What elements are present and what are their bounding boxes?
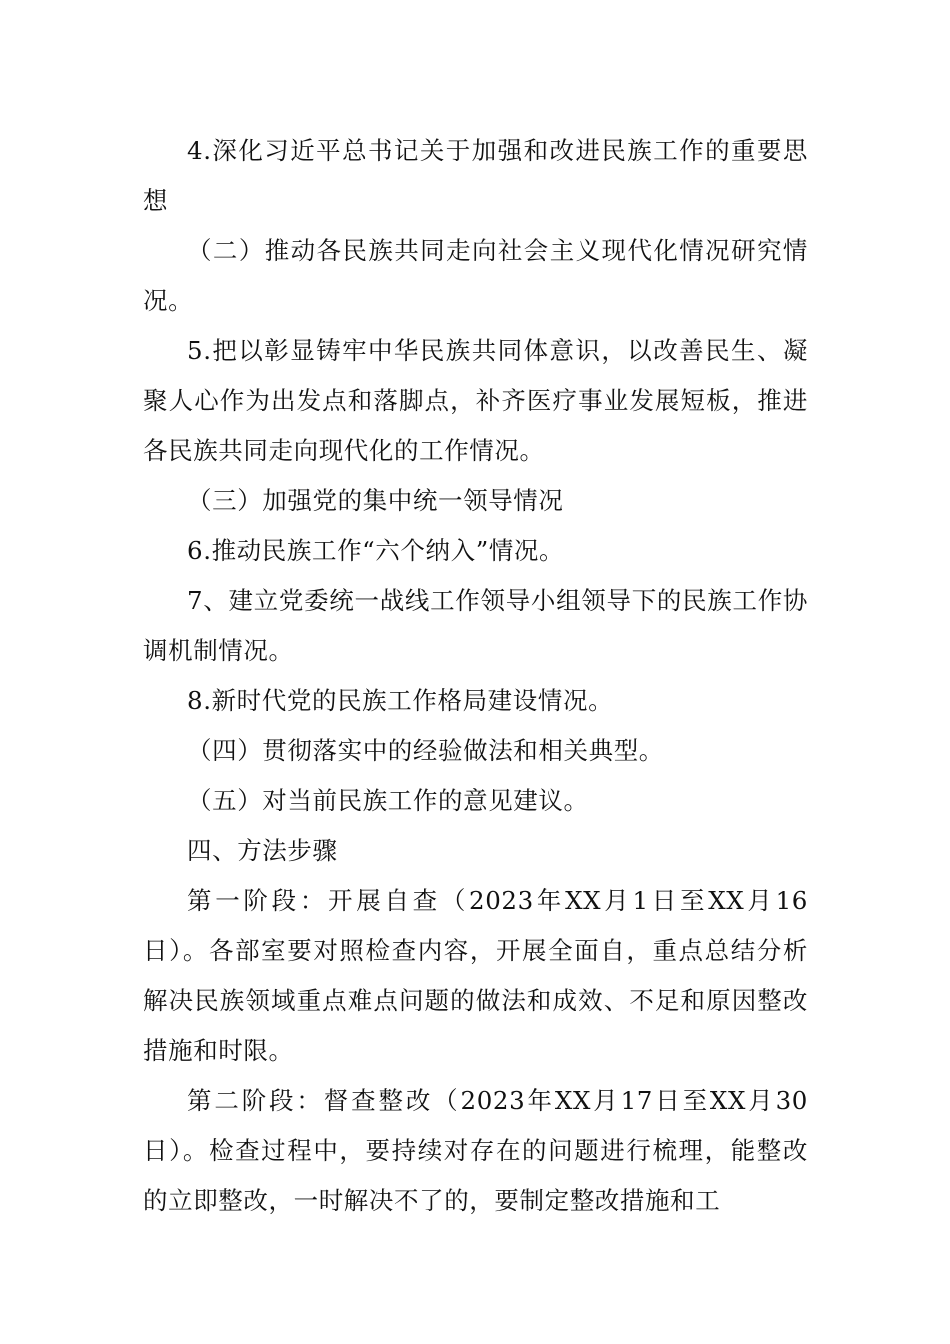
chapter-heading-methods: 四、方法步骤 (187, 836, 338, 865)
document-body (143, 126, 808, 1226)
section-heading-3: （三）加强党的集中统一领导情况 (187, 486, 564, 515)
paragraph-item-5: 5.把以彰显铸牢中华民族共同体意识，以改善民生、凝聚人心作为出发点和落脚点，补齐医疗事业发展短板，推进各民族共同走向现代化的工作情况。 (143, 336, 808, 465)
section-heading-4: （四）贯彻落实中的经验做法和相关典型。 (187, 736, 664, 765)
section-heading-2: （二）推动各民族共同走向社会主义现代化情况研究情况。 (143, 236, 808, 315)
paragraph-item-4: 4.深化习近平总书记关于加强和改进民族工作的重要思想 (143, 136, 808, 215)
paragraph-item-6: 6.推动民族工作“六个纳入”情况。 (187, 536, 565, 565)
phase-one-paragraph: 第一阶段：开展自查（2023年XX月1日至XX月16日）。各部室要对照检查内容，开展全面自，重点总结分析解决民族领域重点难点问题的做法和成效、不足和原因整改措施和时限。 (143, 886, 808, 1065)
paragraph-item-8: 8.新时代党的民族工作格局建设情况。 (187, 686, 614, 715)
section-heading-5: （五）对当前民族工作的意见建议。 (187, 786, 589, 815)
phase-two-paragraph: 第二阶段：督查整改（2023年XX月17日至XX月30日）。检查过程中，要持续对存在的问题进行梳理，能整改的立即整改，一时解决不了的，要制定整改措施和工 (143, 1086, 808, 1215)
paragraph-item-7: 7、建立党委统一战线工作领导小组领导下的民族工作协调机制情况。 (143, 586, 808, 665)
